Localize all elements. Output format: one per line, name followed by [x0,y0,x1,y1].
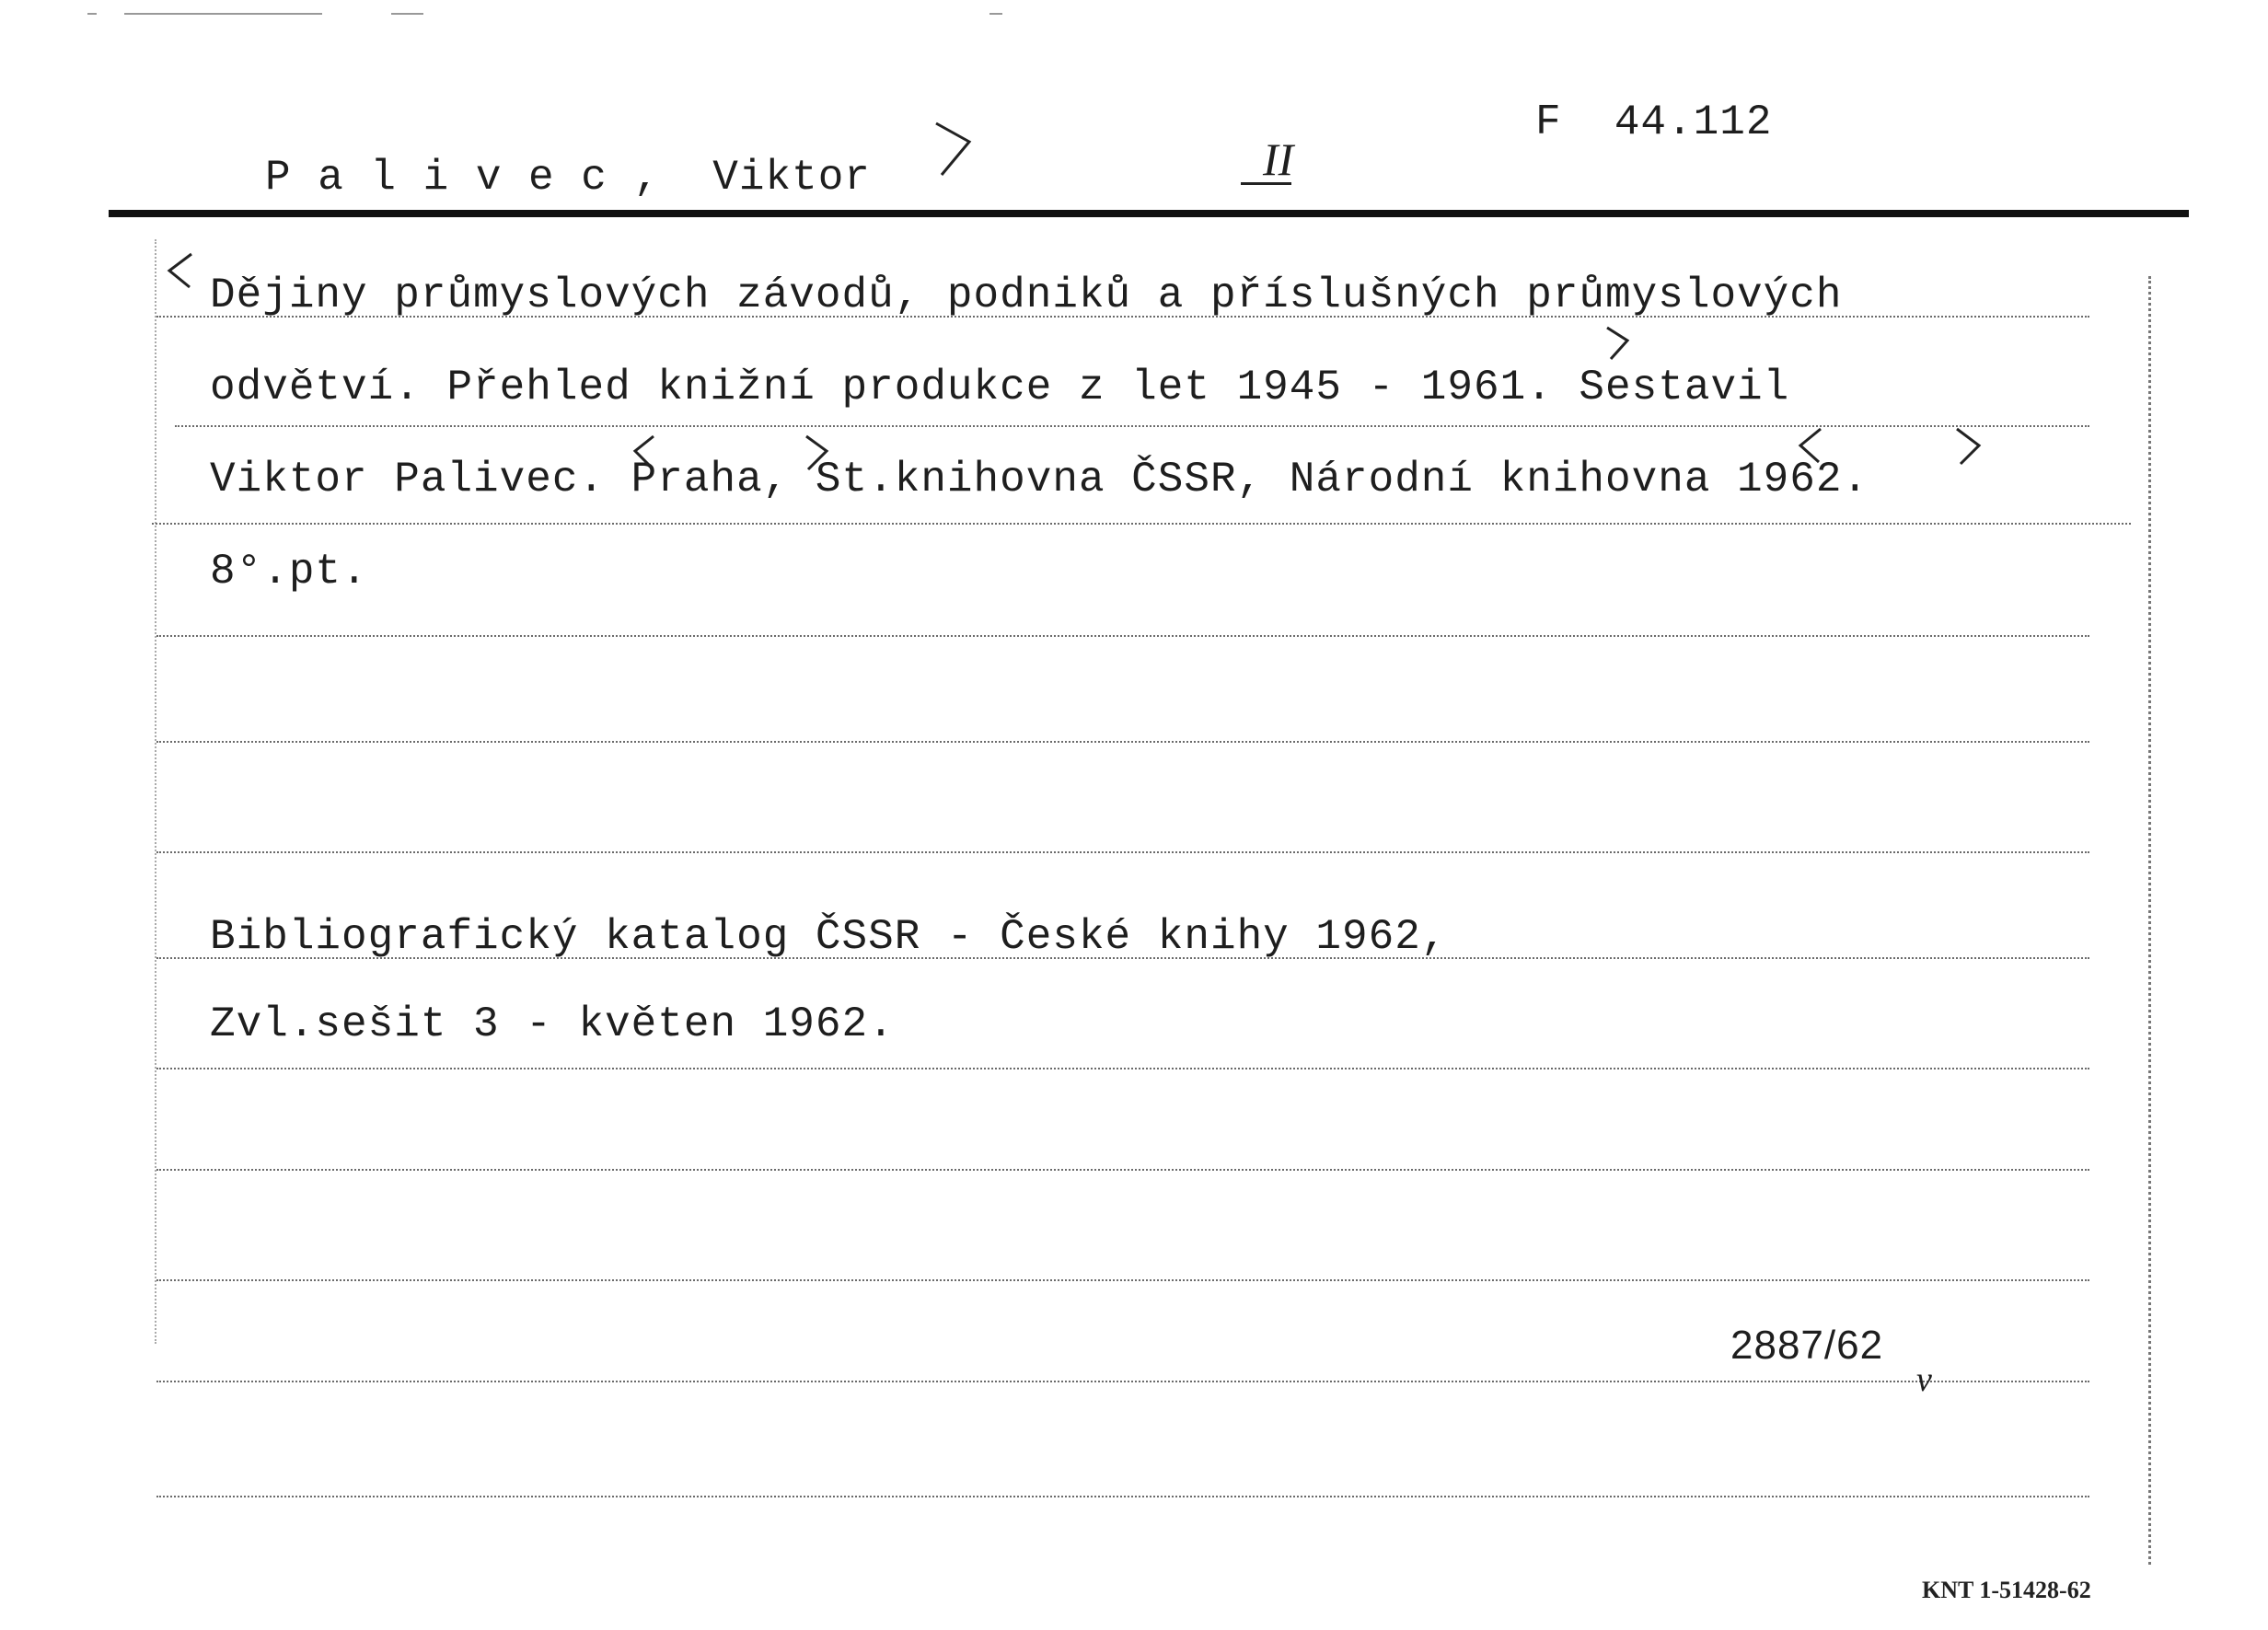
ruled-line [156,316,2089,318]
top-edge-mark [87,13,97,15]
right-margin-dots [2148,276,2151,1565]
check-mark: v [1916,1360,1933,1399]
title-line-2: odvětví. Přehled knižní produkce z let 1945 - 1961. Sestavil [210,364,1790,411]
ruled-line [152,523,2131,525]
ruled-line [156,741,2089,743]
handwritten-angle-mark [1793,423,1830,469]
top-edge-mark [391,13,423,15]
title-line-3: Viktor Palivec. Praha, St.knihovna ČSSR, Národní knihovna 1962. [210,456,1869,503]
handwritten-angle-mark [1600,322,1637,368]
source-line-1: Bibliografický katalog ČSSR - České knihy 1962, [210,913,1448,961]
roman-numeral-mark: II [1263,133,1294,185]
ruled-line [156,1496,2089,1497]
handwritten-angle-mark [799,431,836,477]
top-edge-mark [989,13,1002,15]
ruled-line [156,1279,2089,1281]
source-line-2: Zvl.sešit 3 - květen 1962. [210,1000,895,1048]
handwritten-angle-mark [162,249,199,295]
printer-stamp: KNT 1-51428-62 [1922,1577,2091,1603]
ruled-line [156,1068,2089,1069]
handwritten-bracket-mark [925,118,980,182]
left-margin-dots [155,239,156,1344]
ruled-line [156,1169,2089,1171]
entry-number: 2887/62 [1730,1323,1884,1368]
ruled-line [175,425,2089,427]
title-line-1: Dějiny průmyslových závodů, podniků a příslušných průmyslových [210,272,1843,319]
heading-rule [109,210,2189,217]
call-number: F 44.112 [1535,98,1773,146]
author-heading: P a l i v e c , Viktor [265,154,871,202]
format-line: 8°.pt. [210,548,368,595]
handwritten-angle-mark [626,431,663,477]
ruled-line [156,851,2089,853]
ruled-line [156,635,2089,637]
roman-underline [1241,182,1291,185]
ruled-line [156,1381,2089,1382]
handwritten-angle-mark [1950,423,1986,469]
top-edge-mark [124,13,322,15]
